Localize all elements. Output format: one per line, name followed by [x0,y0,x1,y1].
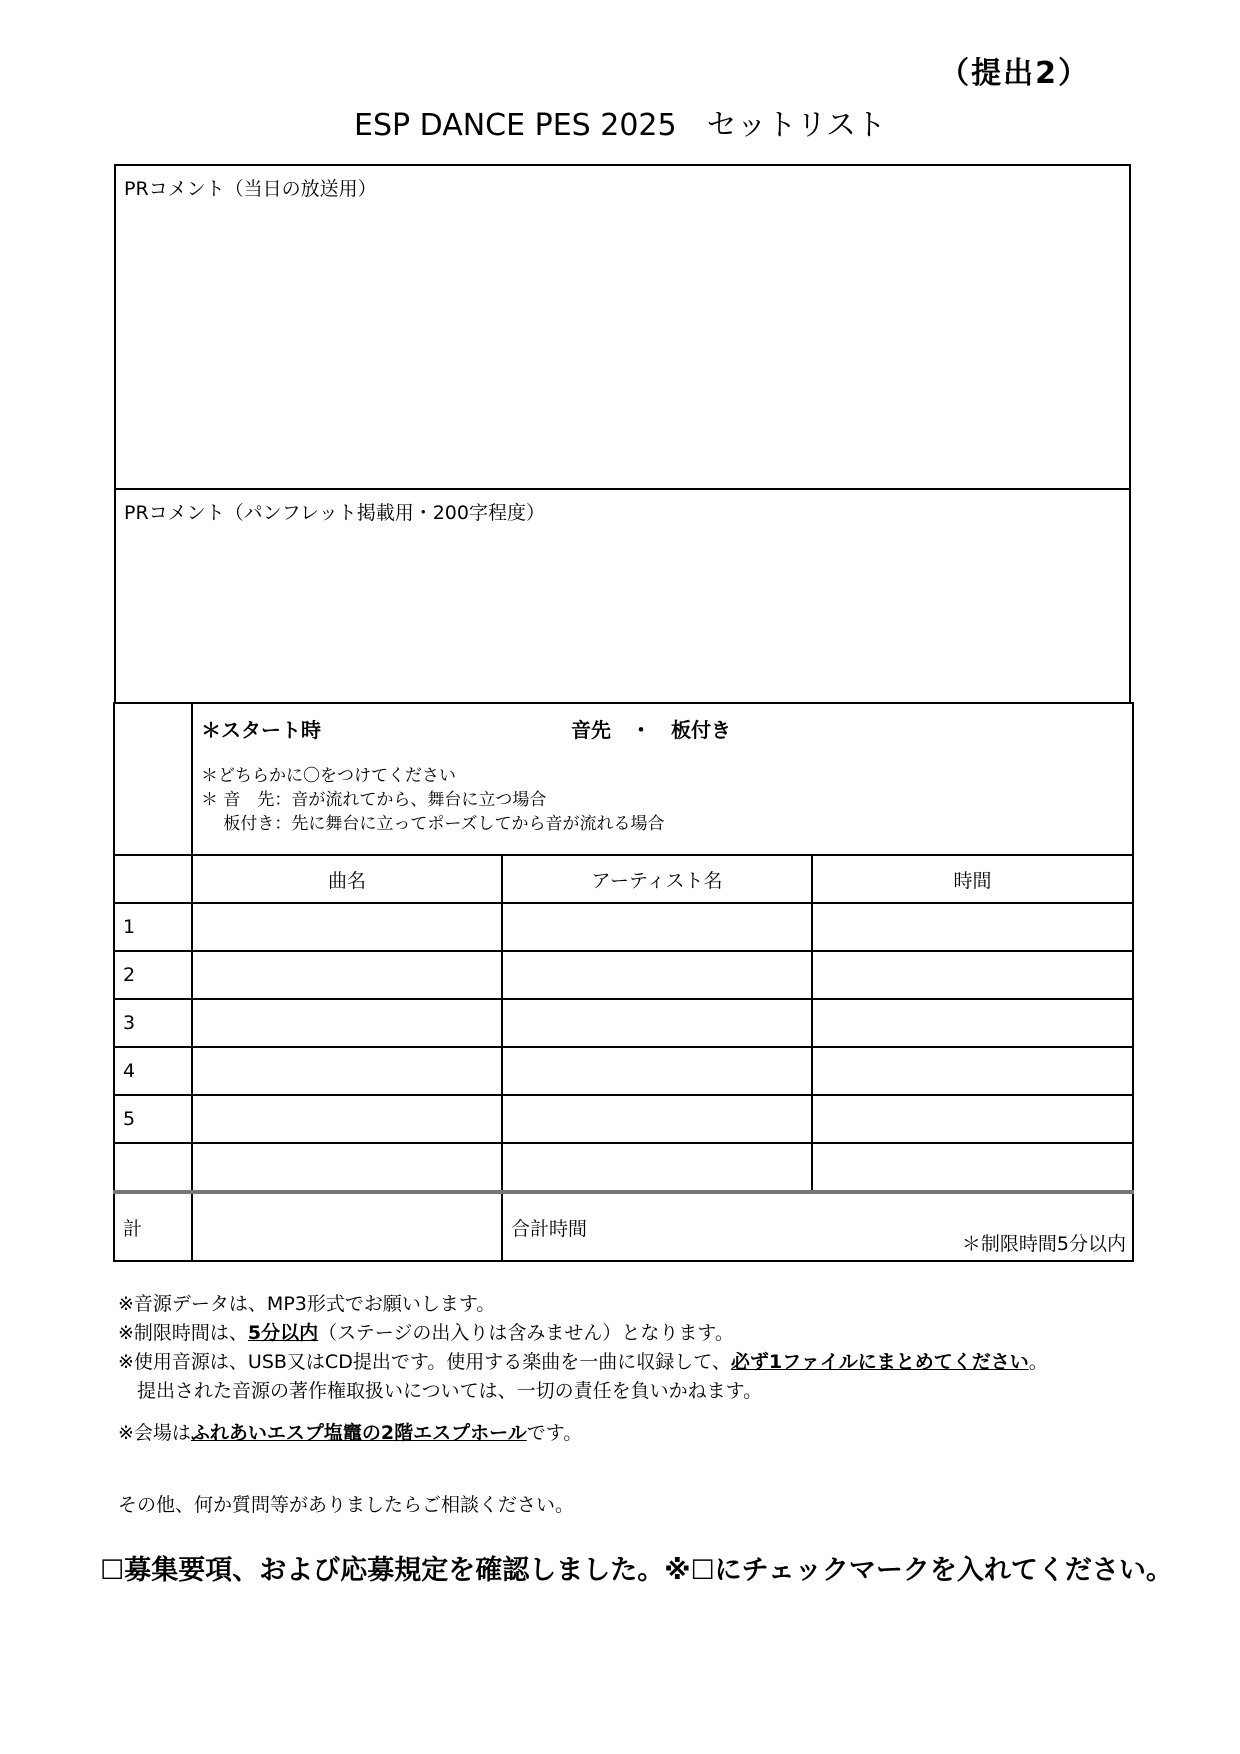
table-row [114,903,1133,951]
note-line-2-post: （ステージの出入りは含みません）となります。 [318,1322,734,1344]
note-line-3-pre: ※使用音源は、USB又はCD提出です。使用する楽曲を一曲に収録して、 [118,1351,731,1373]
row-number [114,1143,192,1192]
table-row [114,1047,1133,1095]
pr-comment-pamphlet-box[interactable] [114,488,1131,704]
note-line-4: 提出された音源の著作権取扱いについては、一切の責任を負いかねます。 [118,1380,763,1402]
song-cell[interactable] [192,999,502,1047]
artist-cell[interactable] [502,1047,812,1095]
song-cell[interactable] [192,1095,502,1143]
start-options[interactable]: 音先 ・ 板付き [571,718,731,742]
row-number: 4 [114,1047,192,1095]
row-number: 1 [114,903,192,951]
document-title: ESP DANCE PES 2025 セットリスト [354,108,886,143]
start-label: ＊スタート時 [201,718,321,742]
start-cell[interactable] [192,703,1133,855]
total-label: 計 [114,1192,192,1261]
submission-label: （提出2） [939,56,1090,91]
time-cell[interactable] [812,1047,1133,1095]
header-time: 時間 [812,855,1133,903]
note-line-2-pre: ※制限時間は、 [118,1322,248,1344]
table-header-row [114,855,1133,903]
time-cell[interactable] [812,951,1133,999]
artist-cell[interactable] [502,999,812,1047]
artist-cell[interactable] [502,1095,812,1143]
artist-cell[interactable] [502,1143,812,1192]
note-line-2 [118,1319,1048,1348]
start-row-blank-cell [114,703,192,855]
header-artist: アーティスト名 [502,855,812,903]
table-row [114,1143,1133,1192]
note-line-3-post: 。 [1028,1351,1048,1373]
confirm-checkbox-line[interactable]: ☐募集要項、および応募規定を確認しました。※☐にチェックマークを入れてください。 [100,1555,1173,1586]
time-cell[interactable] [812,1095,1133,1143]
time-cell[interactable] [812,999,1133,1047]
total-row [114,1192,1133,1261]
time-limit-note: ＊制限時間5分以内 [961,1233,1127,1255]
total-time-cell[interactable] [502,1192,1133,1261]
start-row [114,703,1133,855]
pr-comment-broadcast-box[interactable] [114,164,1131,490]
song-cell[interactable] [192,951,502,999]
total-cell[interactable] [192,1192,502,1261]
venue-post: です。 [526,1422,583,1444]
start-note-1: ＊どちらかに〇をつけてください [201,766,456,786]
row-number: 5 [114,1095,192,1143]
time-cell[interactable] [812,1143,1133,1192]
song-cell[interactable] [192,903,502,951]
venue-note [118,1418,582,1445]
header-song: 曲名 [192,855,502,903]
pr-comment-pamphlet-label: PRコメント（パンフレット掲載用・200字程度） [124,502,545,524]
artist-cell[interactable] [502,903,812,951]
table-row [114,999,1133,1047]
header-no [114,855,192,903]
start-note-3: 板付き：先に舞台に立ってポーズしてから音が流れる場合 [201,814,665,834]
pr-comment-broadcast-label: PRコメント（当日の放送用） [124,178,377,200]
row-number: 3 [114,999,192,1047]
venue-name: ふれあいエスプ塩竈の2階エスプホール [190,1422,527,1444]
note-line-3 [118,1348,1048,1377]
row-number: 2 [114,951,192,999]
venue-pre: ※会場は [118,1422,191,1444]
table-row [114,951,1133,999]
artist-cell[interactable] [502,951,812,999]
note-line-2-bold: 5分以内 [247,1322,319,1344]
total-time-label: 合計時間 [511,1217,588,1240]
song-cell[interactable] [192,1047,502,1095]
time-cell[interactable] [812,903,1133,951]
start-note-2: ＊ 音 先：音が流れてから、舞台に立つ場合 [201,790,547,810]
table-row [114,1095,1133,1143]
notes-section [118,1290,1048,1406]
note-line-1: ※音源データは、MP3形式でお願いします。 [118,1293,496,1315]
note-line-3-bold: 必ず1ファイルにまとめてください [730,1351,1029,1373]
song-cell[interactable] [192,1143,502,1192]
other-note: その他、何か質問等がありましたらご相談ください。 [118,1494,575,1516]
setlist-table [113,702,1134,1262]
